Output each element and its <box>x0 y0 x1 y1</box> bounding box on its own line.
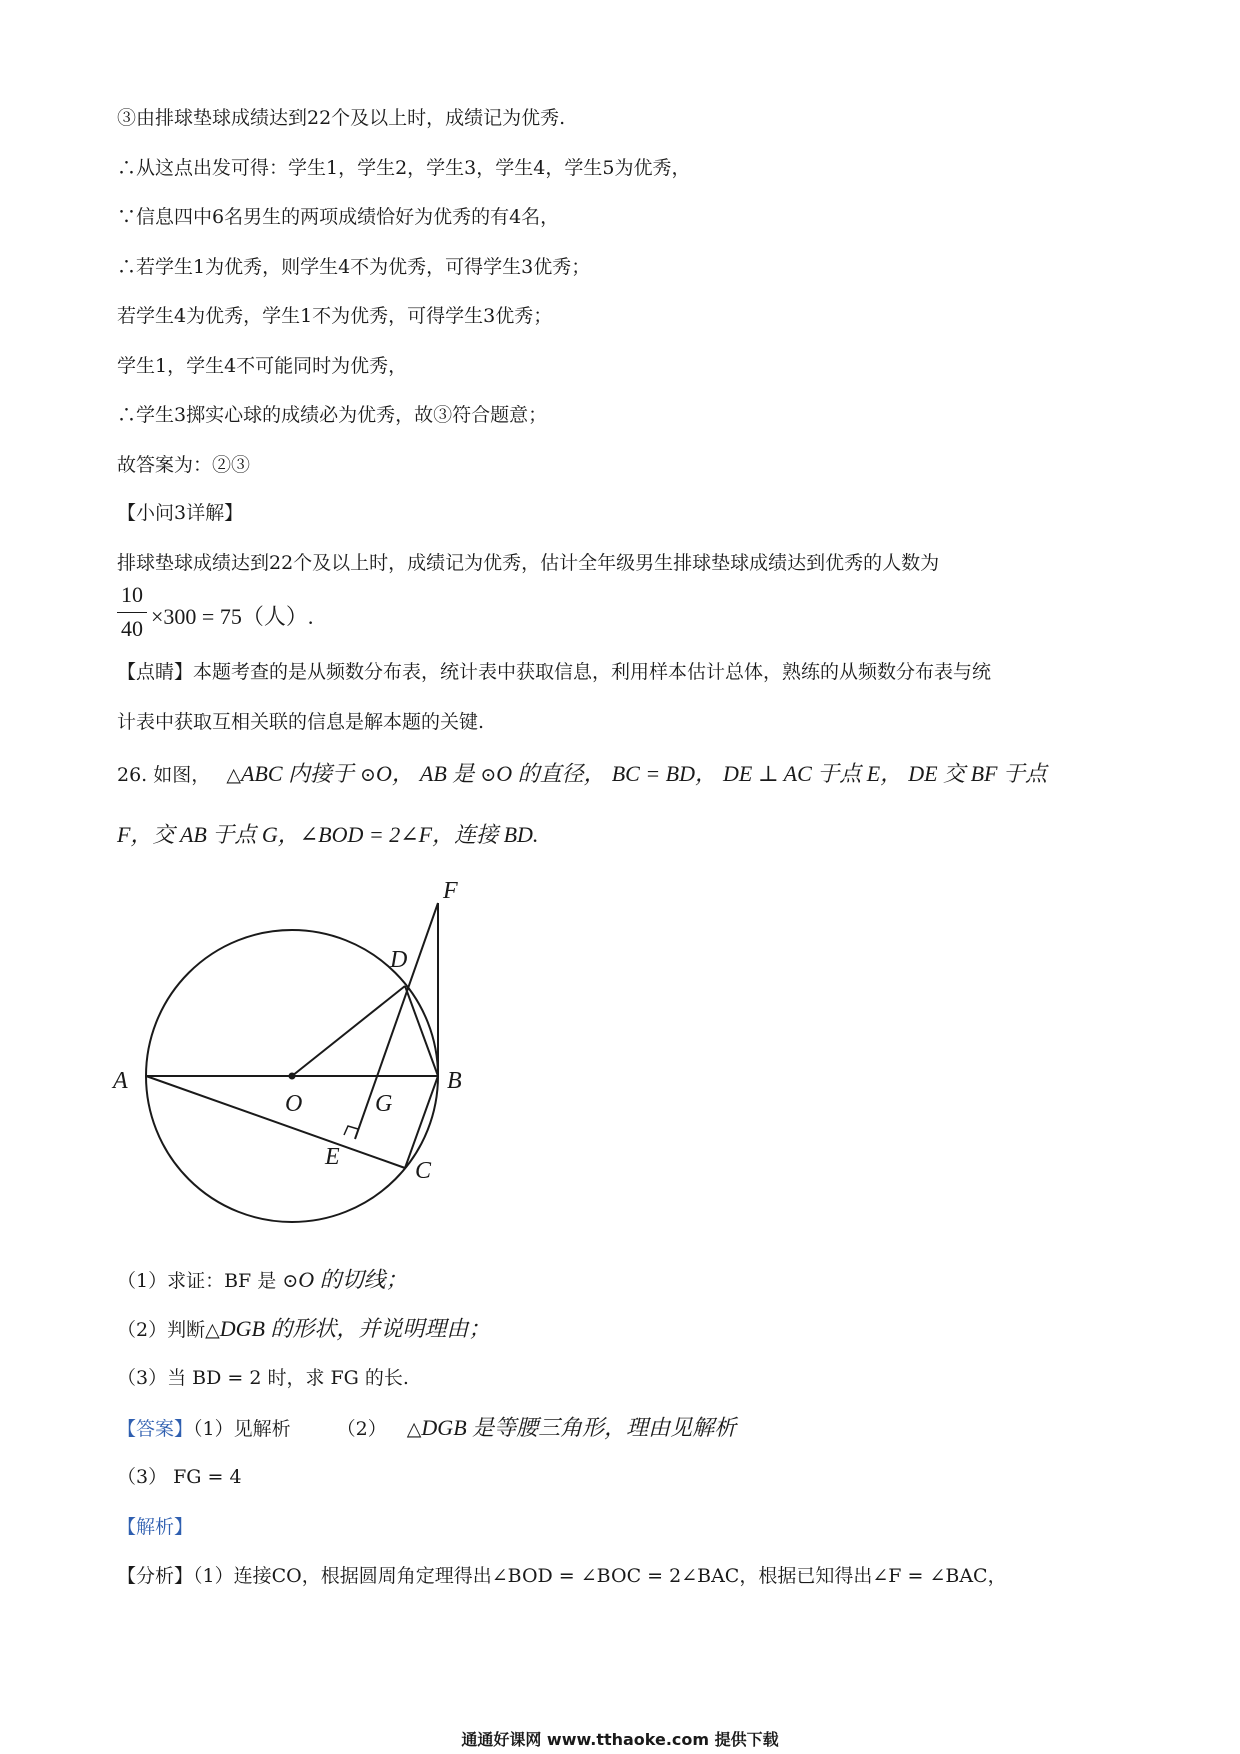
analysis-label: 【分析】 <box>117 1565 194 1587</box>
segment-bc <box>405 1076 438 1168</box>
answer-line-2: （3） FG = 4 <box>117 1466 242 1488</box>
text-line-8: 故答案为：②③ <box>117 454 251 476</box>
label-b: B <box>447 1068 462 1094</box>
segment-ac <box>146 1076 405 1168</box>
problem-number: 26. 如图， <box>117 764 211 786</box>
question-2: （2）判断△DGB 的形状，并说明理由； <box>117 1316 491 1341</box>
label-d: D <box>390 947 408 973</box>
text-line-3: ∵信息四中6名男生的两项成绩恰好为优秀的有4名， <box>117 206 560 228</box>
comment-line-1: 【点睛】本题考查的是从频数分布表，统计表中获取信息，利用样本估计总体，熟练的从频数分布表与统 <box>117 661 992 683</box>
text-line-1: ③由排球垫球成绩达到22个及以上时，成绩记为优秀. <box>117 107 566 129</box>
label-f: F <box>443 878 458 904</box>
label-g: G <box>375 1091 393 1117</box>
fraction-rest: ×300 = 75（人）. <box>151 604 314 629</box>
answer-label: 【答案】 <box>117 1418 194 1440</box>
question-1: （1）求证：BF 是 ⊙O 的切线； <box>117 1267 408 1292</box>
segment-od <box>292 986 405 1076</box>
problem-line-1: 26. 如图， △ABC 内接于 ⊙O， AB 是 ⊙O 的直径， BC = BD， DE ⊥ AC 于点 E， DE 交 BF 于点 <box>117 761 1047 786</box>
triangle-symbol: △ <box>205 1319 220 1341</box>
text-line-6: 学生1，学生4不可能同时为优秀， <box>117 355 408 377</box>
label-c: C <box>415 1158 432 1184</box>
text-line-5: 若学生4为优秀，学生1不为优秀，可得学生3优秀； <box>117 305 553 327</box>
text-line-4: ∴若学生1为优秀，则学生4不为优秀，可得学生3优秀； <box>117 256 591 278</box>
fraction-numerator: 10 <box>121 582 143 607</box>
circle-symbol: ⊙ <box>360 764 376 786</box>
segment-bd <box>405 986 438 1076</box>
label-e: E <box>325 1144 340 1170</box>
circle-symbol: ⊙ <box>480 764 497 786</box>
circle-symbol: ⊙ <box>282 1270 299 1292</box>
label-o: O <box>285 1091 303 1117</box>
triangle-symbol: △ <box>406 1418 422 1440</box>
text-line-10: 排球垫球成绩达到22个及以上时，成绩记为优秀，估计全年级男生排球垫球成绩达到优秀的人数为 <box>117 552 940 574</box>
comment-line-2: 计表中获取互相关联的信息是解本题的关键. <box>117 711 485 733</box>
point-o <box>289 1073 296 1080</box>
triangle-symbol: △ <box>226 764 241 786</box>
question-3: （3）当 BD = 2 时，求 FG 的长. <box>117 1367 409 1389</box>
fraction-denominator: 40 <box>121 616 143 641</box>
text-line-7: ∴学生3掷实心球的成绩必为优秀，故③符合题意； <box>117 404 548 426</box>
answer-line-1: 【答案】（1）见解析 （2） △DGB 是等腰三角形，理由见解析 <box>117 1415 737 1440</box>
analysis-line-1: 【分析】（1）连接CO，根据圆周角定理得出∠BOD = ∠BOC = 2∠BAC，根据已知得出∠F = ∠BAC， <box>117 1565 1007 1587</box>
geometry-figure <box>105 860 465 1230</box>
fraction-bar <box>117 612 147 613</box>
text-line-2: ∴从这点出发可得：学生1，学生2，学生3，学生4，学生5为优秀， <box>117 157 691 179</box>
segment-fe <box>355 903 438 1139</box>
label-a: A <box>113 1068 128 1094</box>
footer-source: 通通好课网 www.tthaoke.com 提供下载 <box>461 1730 779 1749</box>
analysis-heading: 【解析】 <box>117 1516 194 1538</box>
problem-line-2: F，交 AB 于点 G，∠BOD = 2∠F，连接 BD. <box>117 822 539 847</box>
section-heading-q3: 【小问3详解】 <box>117 502 244 524</box>
